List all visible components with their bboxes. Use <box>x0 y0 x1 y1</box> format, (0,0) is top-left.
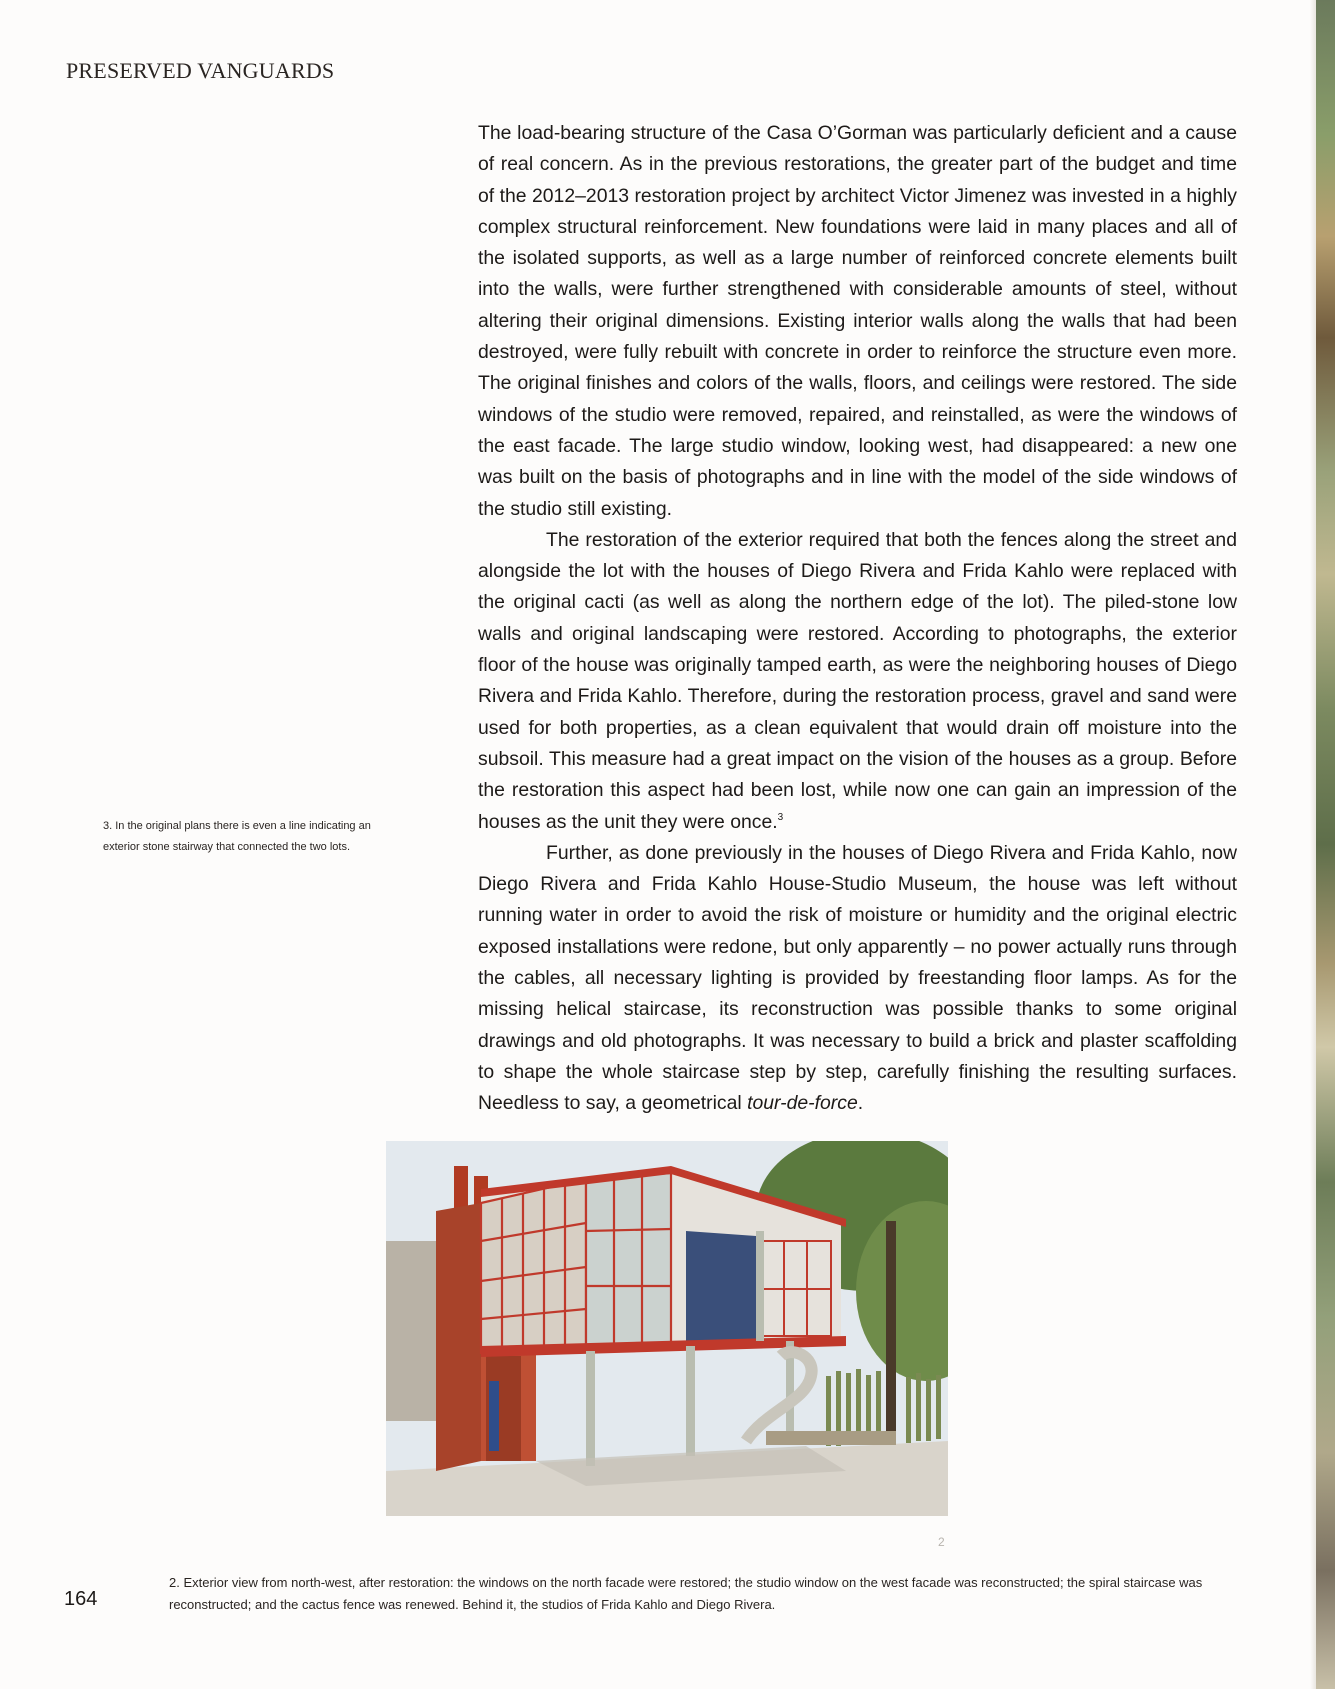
photo-column-2 <box>686 1346 695 1456</box>
photo-chimney <box>454 1166 468 1211</box>
figure-casa-ogorman-photo <box>386 1141 948 1516</box>
photo-column-upper <box>756 1231 764 1341</box>
page-number: 164 <box>64 1588 98 1610</box>
photo-column <box>586 1351 595 1466</box>
body-text <box>478 118 1237 1120</box>
paragraph-2-text: The restoration of the exterior required that both the fences along the street and alongside the lot with the houses of Diego Rivera and Frida Kahlo were replaced with the original cacti (as well as along the northern edge of the lot). The piled-stone low walls and original landscaping were restored. According to photographs, the exterior floor of the house was originally tamped earth, as were the neighboring houses of Diego Rivera and Frida Kahlo. Therefore, during the restoration process, gravel and sand were used for both properties, as a clean equivalent that would drain off moisture into the subsoil. This measure had a great impact on the vision of the houses as a group. Before the restoration this aspect had been lost, while now one can gain an impression of the houses as the unit they were once. <box>478 528 1237 833</box>
photo-red-wall-side <box>436 1203 481 1471</box>
running-head: PRESERVED VANGUARDS <box>66 58 335 83</box>
paragraph-1: The load-bearing structure of the Casa O’Gorman was particularly deficient and a cause of real concern. As in the previous restorations, the greater part of the budget and time of the 2012–2013 restoration project by architect Victor Jimenez was invested in a highly complex structural reinforcement. New foundations were laid in many places and all of the isolated supports, as well as a large number of reinforced concrete elements built into the walls, were further strengthened with considerable amounts of steel, without altering their original dimensions. Existing interior walls along the walls that had been destroyed, were fully rebuilt with concrete in order to reinforce the structure even more. The original finishes and colors of the walls, floors, and ceilings were restored. The side windows of the studio were removed, repaired, and reinstalled, as were the windows of the east facade. The large studio window, looking west, had disappeared: a new one was built on the basis of photographs and in line with the model of the side windows of the studio still existing. <box>478 122 1237 520</box>
photo-dark-glass <box>686 1231 756 1341</box>
paragraph-3-italic: tour-de-force <box>747 1092 858 1115</box>
paragraph-3-text: Further, as done previously in the houses of Diego Rivera and Frida Kahlo, now Diego Rivera and Frida Kahlo House-Studio Museum, the house was left without running water in order to avoid the risk of moisture or humidity and the original electric exposed installations were redone, but only apparently – no power actually runs through the cables, all necessary lighting is provided by freestanding floor lamps. As for the missing helical staircase, its reconstruction was possible thanks to some original drawings and old photographs. It was necessary to build a brick and plaster scaffolding to shape the whole staircase step by step, carefully finishing the resulting surfaces. Needless to say, a geometrical <box>478 841 1237 1115</box>
footnote-ref-3[interactable]: 3 <box>777 811 784 823</box>
photo-blue-door <box>489 1381 499 1451</box>
figure-label: 2 <box>938 1535 945 1549</box>
sidenote-3: 3. In the original plans there is even a line indicating an exterior stone stairway that connected the two lots. <box>103 820 371 853</box>
facing-page-photo-edge <box>1316 0 1335 1689</box>
paragraph-3-end: . <box>857 1092 864 1115</box>
photo-studio-window-grid <box>481 1179 586 1353</box>
paragraph-3 <box>478 838 1237 1120</box>
photo-studio-window-right <box>586 1173 671 1346</box>
figure-caption: 2. Exterior view from north-west, after restoration: the windows on the north facade were restored; the studio window on the west facade was reconstructed; the spiral staircase was reconstructed; and the cactus fence was renewed. Behind it, the studios of Frida Kahlo and Diego Rivera. <box>169 1575 1203 1612</box>
paragraph-2 <box>478 525 1237 838</box>
photo-illustration <box>386 1141 948 1516</box>
photo-stone-wall <box>766 1431 896 1445</box>
photo-tree-trunk <box>886 1221 896 1451</box>
